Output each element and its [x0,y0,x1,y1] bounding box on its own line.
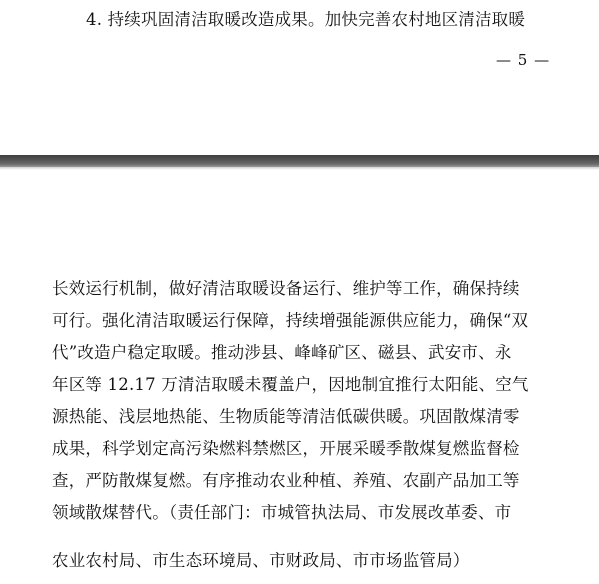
page-separator [0,155,599,167]
paragraph-line: 年区等 12.17 万清洁取暖未覆盖户，因地制宜推行太阳能、空气 [52,375,529,394]
paragraph-line: 可行。强化清洁取暖运行保障，持续增强能源供应能力，确保“双 [52,311,529,330]
paragraph-line: 成果，科学划定高污染燃料禁燃区，开展采暖季散煤复燃监督检 [52,439,520,458]
paragraph-line: 长效运行机制，做好清洁取暖设备运行、维护等工作，确保持续 [52,279,520,298]
paragraph-line: 领域散煤替代。（责任部门：市城管执法局、市发展改革委、市 [52,503,512,522]
page-6-top-section [0,170,599,584]
paragraph-line: 源热能、浅层地热能、生物质能等清洁低碳供暖。巩固散煤清零 [52,407,520,426]
paragraph-line: 查，严防散煤复燃。有序推动农业种植、养殖、农副产品加工等 [52,471,520,490]
paragraph-line: 农业农村局、市生态环境局、市财政局、市市场监管局） [52,551,470,570]
page-5-bottom-section [0,0,599,155]
paragraph-line: 代”改造户稳定取暖。推动涉县、峰峰矿区、磁县、武安市、永 [52,343,512,362]
paragraph-line: 4. 持续巩固清洁取暖改造成果。加快完善农村地区清洁取暖 [86,10,526,29]
page-number: — 5 — [496,51,551,69]
